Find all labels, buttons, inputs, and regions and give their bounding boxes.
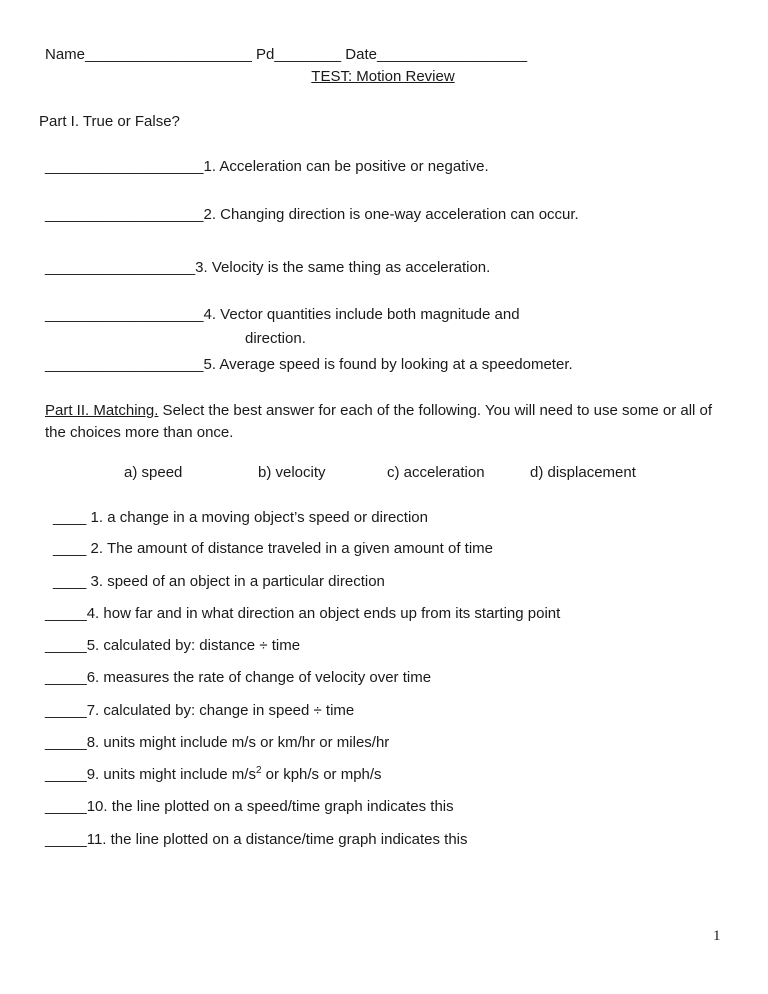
match-item-3: ____ 3. speed of an object in a particular direction: [53, 573, 385, 590]
superscript-2: 2: [255, 765, 262, 776]
tf-item-5: ___________________5. Average speed is found by looking at a speedometer.: [45, 356, 573, 373]
part2-instructions: Select the best answer for each of the following. You will need to use some or all of the choices more than once.: [45, 402, 713, 441]
choice-b: b) velocity: [258, 464, 326, 481]
part1-heading: Part I. True or False?: [39, 113, 180, 130]
part2-intro: [45, 400, 735, 444]
tf-item-4: ___________________4. Vector quantities include both magnitude and: [45, 306, 520, 323]
match-item-8: _____8. units might include m/s or km/hr or miles/hr: [45, 734, 390, 751]
tf-item-4-continued: direction.: [245, 330, 306, 347]
match-item-10: _____10. the line plotted on a speed/time graph indicates this: [45, 798, 454, 815]
choice-c: c) acceleration: [387, 464, 485, 481]
header-fields: Name____________________ Pd________ Date__________________: [45, 46, 528, 63]
match-item-2: ____ 2. The amount of distance traveled in a given amount of time: [53, 540, 493, 557]
page-number: 1: [713, 928, 721, 944]
match-item-9: _____9. units might include $m/s^2$ or kph/s or mph/s: [45, 765, 382, 783]
match-item-6: _____6. measures the rate of change of velocity over time: [45, 669, 432, 686]
match-item-11: _____11. the line plotted on a distance/time graph indicates this: [45, 831, 468, 848]
tf-item-2: ___________________2. Changing direction is one-way acceleration can occur.: [45, 206, 579, 223]
part2-heading: Part II. Matching.: [45, 402, 159, 419]
match-item-7: _____7. calculated by: change in speed ÷ time: [45, 702, 355, 719]
choice-d: d) displacement: [530, 464, 636, 481]
match-item-5: _____5. calculated by: distance ÷ time: [45, 637, 301, 654]
tf-item-3: __________________3. Velocity is the same thing as acceleration.: [45, 259, 491, 276]
match-item-1: ____ 1. a change in a moving object’s speed or direction: [53, 509, 428, 526]
page-title: TEST: Motion Review: [311, 68, 455, 85]
choice-a: a) speed: [124, 464, 183, 481]
tf-item-1: ___________________1. Acceleration can be positive or negative.: [45, 158, 489, 175]
match-item-4: _____4. how far and in what direction an object ends up from its starting point: [45, 605, 561, 622]
